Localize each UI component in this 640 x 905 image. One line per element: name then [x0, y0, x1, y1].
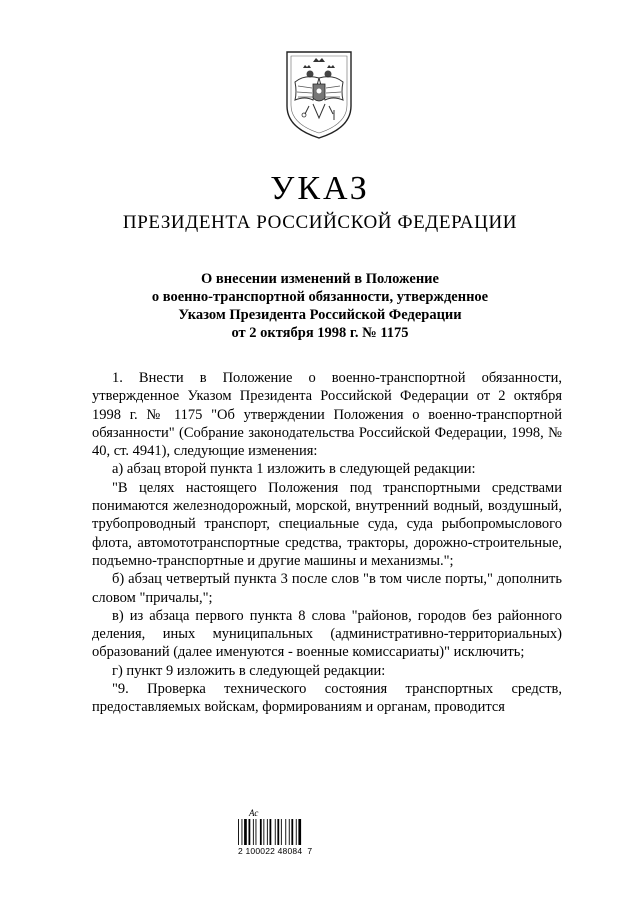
signature-mark: Ас: [249, 808, 259, 818]
barcode-bar: [256, 819, 257, 845]
body-paragraph: "В целях настоящего Положения под транспортными средствами понимаются железнодорожный, морской, внутренний водный, воздушный, трубопроводный транспорт, специальные суда, суда рыбопромыслового флота, автомототранспортные средства, тракторы, дорожно-строительные, подъемно-транспортные и другие машины и механизмы.";: [92, 479, 562, 569]
barcode-bar: [291, 819, 293, 845]
heading-line: от 2 октября 1998 г. № 1175: [231, 325, 409, 341]
body-paragraph: б) абзац четвертый пункта 3 после слов "в том числе порты," дополнить словом "причалы,";: [92, 571, 562, 606]
barcode-bar: [249, 819, 251, 845]
barcode-number: 2 100022 48084 7: [238, 846, 313, 856]
barcode-bar: [263, 819, 264, 845]
barcode-bar: [298, 819, 301, 845]
heading-line: О внесении изменений в Положение: [201, 271, 439, 287]
barcode-bar: [253, 819, 254, 845]
barcode-bar: [260, 819, 262, 845]
document-body: [92, 369, 562, 717]
barcode-bar: [281, 819, 282, 845]
document-subtitle: ПРЕЗИДЕНТА РОССИЙСКОЙ ФЕДЕРАЦИИ: [122, 212, 518, 233]
barcode-bar: [285, 819, 286, 845]
document-title: УКАЗ: [270, 170, 370, 207]
document-heading: [80, 270, 560, 342]
body-paragraph: г) пункт 9 изложить в следующей редакции:: [112, 662, 386, 679]
barcode-bar: [267, 819, 268, 845]
barcode-bar: [289, 819, 290, 845]
barcode-bar: [242, 819, 243, 845]
barcode-bar: [275, 819, 276, 845]
heading-line: о военно-транспортной обязанности, утвержденное: [151, 289, 489, 305]
coat-of-arms-emblem: [283, 48, 355, 140]
barcode-bar: [296, 819, 297, 845]
body-paragraph: а) абзац второй пункта 1 изложить в следующей редакции:: [112, 461, 476, 478]
barcode-bar: [270, 819, 272, 845]
barcode: [237, 819, 305, 845]
heading-line: Указом Президента Российской Федерации: [178, 307, 462, 323]
body-paragraph: 1. Внести в Положение о военно-транспортной обязанности, утвержденное Указом Президента Российской Федерации от 2 октября 1998 г. № 1175 "Об утверждении Положения о военно-транспортной обязанности" (Собрание законодательства Российской Федерации, 1998, № 40, ст. 4941), следующие изменения:: [92, 370, 562, 460]
barcode-bar: [238, 819, 239, 845]
barcode-bar: [277, 819, 279, 845]
barcode-bar: [244, 819, 247, 845]
body-paragraph: "9. Проверка технического состояния транспортных средств, предоставляемых войскам, формированиям и органам, проводится: [92, 681, 562, 716]
body-paragraph: в) из абзаца первого пункта 8 слова "районов, городов без районного деления, иных муниципальных (административно-территориальных) образований (далее именуются - военные комиссариаты)" исключить;: [92, 607, 562, 661]
